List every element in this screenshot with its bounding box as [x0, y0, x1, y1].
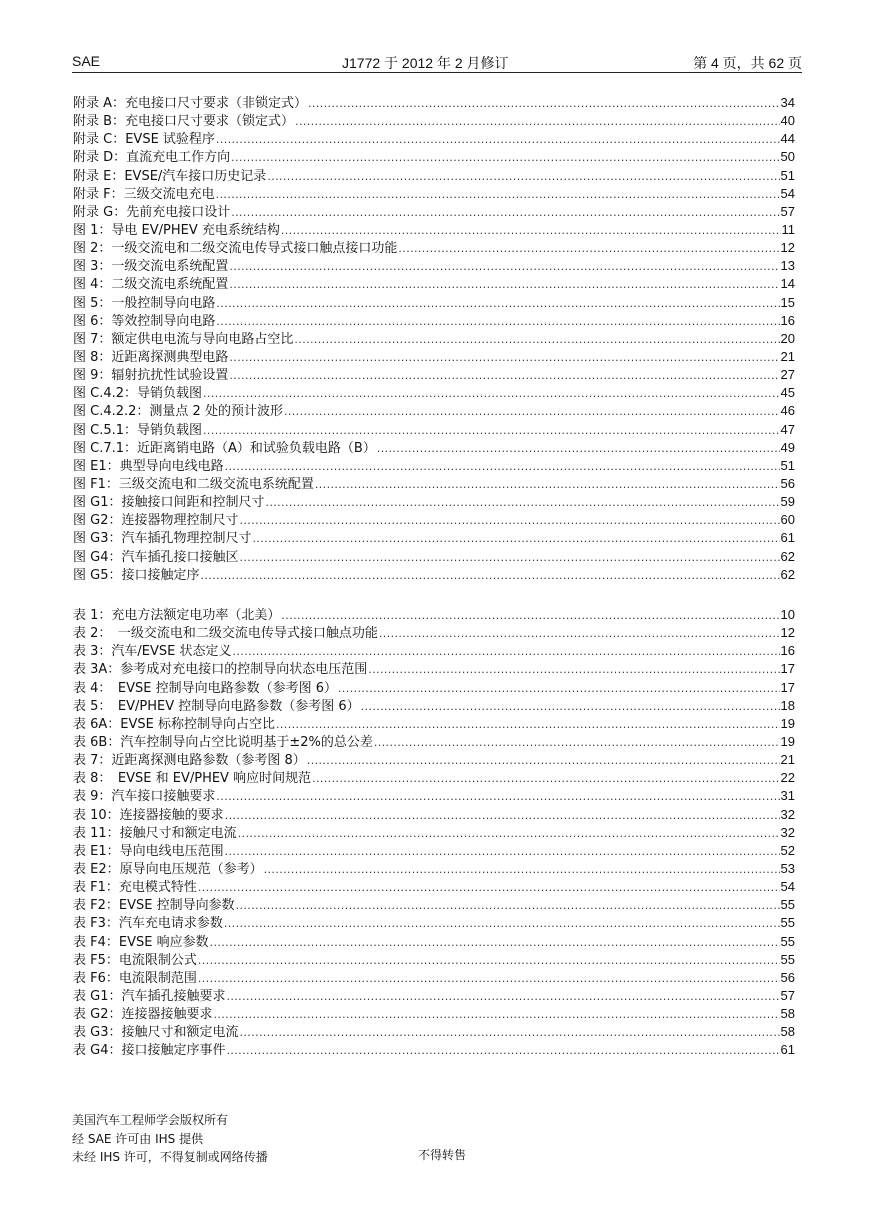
toc-entry[interactable]: [73, 402, 795, 420]
toc-entry-page: 61: [780, 530, 795, 546]
toc-dot-leader: [203, 385, 780, 402]
toc-dot-leader: [229, 258, 779, 275]
toc-entry-page: 32: [780, 824, 795, 840]
toc-dot-leader: [231, 204, 779, 221]
toc-entry[interactable]: [73, 679, 795, 697]
toc-entry-title: 图 G4：汽车插孔接口接触区: [73, 549, 239, 565]
toc-entry-page: 55: [780, 933, 795, 949]
toc-entry[interactable]: [73, 257, 795, 275]
toc-dot-leader: [294, 331, 779, 348]
page-header: [72, 53, 802, 73]
toc-entry[interactable]: [73, 130, 795, 148]
toc-dot-leader: [233, 643, 780, 660]
toc-entry-page: 11: [781, 221, 795, 237]
toc-entry-page: 55: [780, 897, 795, 913]
toc-dot-leader: [281, 607, 779, 624]
toc-dot-leader: [216, 313, 779, 330]
toc-entry-title: 表 7：近距离探测电路参数（参考图 8）: [73, 753, 306, 769]
toc-entry-page: 21: [780, 752, 795, 768]
toc-dot-leader: [368, 661, 779, 678]
toc-entry-page: 62: [780, 548, 795, 564]
toc-dot-leader: [238, 825, 780, 842]
toc-tables-section: [73, 606, 795, 1060]
toc-entry[interactable]: [73, 751, 795, 769]
toc-entry-title: 图 8：近距离探测典型电路: [73, 349, 229, 365]
toc-entry-title: 附录 D：直流充电工作方向: [73, 150, 231, 166]
copyright-footer: [72, 1111, 268, 1167]
toc-dot-leader: [224, 915, 780, 932]
toc-entry[interactable]: [73, 294, 795, 312]
toc-entry[interactable]: [73, 112, 795, 130]
toc-entry-title: 图 1：导电 EV/PHEV 充电系统结构: [73, 222, 280, 238]
toc-dot-leader: [338, 680, 780, 697]
toc-entry-title: 表 F2：EVSE 控制导向参数: [73, 898, 235, 914]
toc-entry-page: 19: [780, 733, 795, 749]
toc-entry-page: 16: [780, 312, 795, 328]
toc-entry-page: 19: [780, 715, 795, 731]
toc-dot-leader: [374, 734, 780, 751]
toc-dot-leader: [239, 549, 779, 566]
toc-entry[interactable]: [73, 878, 795, 896]
toc-dot-leader: [198, 952, 780, 969]
toc-dot-leader: [198, 879, 780, 896]
toc-entry[interactable]: [73, 987, 795, 1005]
toc-entry-title: 图 4：二级交流电系统配置: [73, 277, 229, 293]
toc-entry[interactable]: [73, 148, 795, 166]
toc-entry-title: 表 G1：汽车插孔接触要求: [73, 988, 226, 1004]
toc-entry[interactable]: [73, 439, 795, 457]
toc-entry[interactable]: [73, 312, 795, 330]
footer-not-for-resale: 不得转售: [418, 1148, 467, 1162]
toc-entry-title: 图 C.4.2：导销负载图: [73, 386, 203, 402]
toc-entry[interactable]: [73, 203, 795, 221]
toc-entry[interactable]: [73, 493, 795, 511]
toc-entry-page: 46: [780, 403, 795, 419]
toc-dot-leader: [377, 440, 780, 457]
toc-entry-title: 表 1：充电方法额定电功率（北美）: [73, 608, 281, 623]
header-rule: [72, 72, 802, 73]
toc-entry-title: 表 F1：充电模式特性: [73, 880, 197, 896]
toc-entry[interactable]: [73, 951, 795, 969]
toc-entry[interactable]: [73, 860, 795, 878]
toc-entry-page: 13: [780, 258, 795, 274]
toc-entry-page: 57: [780, 203, 795, 219]
toc-dot-leader: [398, 240, 779, 257]
toc-entry-page: 20: [780, 330, 795, 346]
toc-entry[interactable]: [73, 548, 795, 566]
toc-entry-title: 附录 F：三级交流电充电: [73, 186, 215, 202]
toc-entry[interactable]: [73, 769, 795, 787]
toc-dot-leader: [312, 770, 779, 787]
toc-entry-page: 32: [780, 806, 795, 822]
toc-tables-list: [73, 606, 795, 1060]
toc-entry-title: 附录 C：EVSE 试验程序: [73, 132, 215, 148]
toc-dot-leader: [264, 861, 780, 878]
toc-dot-leader: [252, 530, 779, 547]
toc-entry-title: 表 G2：连接器接触要求: [73, 1007, 213, 1023]
toc-dot-leader: [295, 113, 779, 130]
toc-dot-leader: [267, 168, 779, 185]
toc-entry-title: 表 4： EVSE 控制导向电路参数（参考图 6）: [73, 680, 338, 696]
toc-entry-page: 55: [780, 951, 795, 967]
toc-entry-page: 12: [780, 240, 795, 256]
toc-entry[interactable]: [73, 1005, 795, 1023]
toc-entry[interactable]: [73, 566, 795, 584]
toc-entry-title: 表 G3：接触尺寸和额定电流: [73, 1025, 239, 1041]
toc-entry-title: 图 G2：连接器物理控制尺寸: [73, 513, 239, 529]
toc-dot-leader: [225, 458, 780, 475]
toc-entry-page: 51: [780, 457, 795, 473]
toc-dot-leader: [307, 752, 780, 769]
toc-entry-page: 12: [780, 625, 795, 641]
toc-dot-leader: [216, 186, 780, 203]
toc-entry-title: 表 F6：电流限制范围: [73, 970, 197, 986]
toc-entry-title: 表 9：汽车接口接触要求: [73, 789, 216, 805]
toc-entry-page: 55: [780, 915, 795, 931]
toc-entry-page: 45: [780, 385, 795, 401]
toc-entry[interactable]: [73, 511, 795, 529]
toc-entry-page: 62: [780, 566, 795, 582]
toc-entry-page: 10: [780, 607, 795, 622]
toc-entry-page: 52: [780, 842, 795, 858]
toc-entry-title: 图 F1：三级交流电和二级交流电系统配置: [73, 476, 314, 492]
toc-entry[interactable]: [73, 348, 795, 366]
toc-dot-leader: [229, 367, 779, 384]
toc-entry-title: 表 E2：原导向电压规范（参考）: [73, 861, 263, 877]
toc-entry[interactable]: [73, 933, 795, 951]
toc-entry-title: 表 3：汽车/EVSE 状态定义: [73, 644, 232, 660]
toc-entry[interactable]: [73, 824, 795, 842]
toc-entry[interactable]: [73, 624, 795, 642]
toc-entry[interactable]: [73, 660, 795, 678]
toc-entry[interactable]: [73, 969, 795, 987]
toc-dot-leader: [200, 567, 779, 584]
toc-dot-leader: [198, 970, 780, 987]
toc-entry-title: 附录 A：充电接口尺寸要求（非锁定式）: [73, 96, 308, 111]
toc-dot-leader: [226, 988, 779, 1005]
toc-entry-title: 表 E1：导向电线电压范围: [73, 843, 224, 859]
toc-dot-leader: [315, 476, 780, 493]
toc-entry[interactable]: [73, 896, 795, 914]
footer-restriction: 未经 IHS 许可，不得复制或网络传播: [72, 1150, 268, 1164]
toc-entry-title: 图 G5：接口接触定序: [73, 567, 200, 583]
toc-entry-title: 图 7：额定供电电流与导向电路占空比: [73, 331, 294, 347]
toc-entry[interactable]: [73, 167, 795, 185]
toc-entry[interactable]: [73, 529, 795, 547]
toc-entry-title: 表 F5：电流限制公式: [73, 952, 197, 968]
toc-entry[interactable]: [73, 421, 795, 439]
toc-dot-leader: [225, 843, 780, 860]
toc-entry-page: 47: [780, 421, 795, 437]
toc-dot-leader: [203, 422, 780, 439]
toc-entry[interactable]: [73, 715, 795, 733]
toc-entry-page: 51: [780, 167, 795, 183]
toc-entry-page: 40: [780, 113, 795, 129]
toc-dot-leader: [229, 276, 779, 293]
toc-entry[interactable]: [73, 914, 795, 932]
toc-entry[interactable]: [73, 1023, 795, 1041]
toc-entry-page: 22: [780, 770, 795, 786]
toc-dot-leader: [216, 788, 779, 805]
toc-dot-leader: [379, 625, 780, 642]
toc-entry[interactable]: [73, 787, 795, 805]
toc-figures-list: [73, 94, 795, 584]
toc-entry[interactable]: [73, 330, 795, 348]
toc-dot-leader: [239, 1024, 779, 1041]
toc-dot-leader: [216, 295, 779, 312]
toc-entry-title: 附录 G：先前充电接口设计: [73, 204, 231, 220]
toc-entry[interactable]: [73, 94, 795, 112]
toc-entry-title: 图 G1：接触接口间距和控制尺寸: [73, 495, 265, 511]
toc-entry[interactable]: [73, 475, 795, 493]
footer-copyright: 美国汽车工程师学会版权所有: [72, 1113, 229, 1127]
toc-entry[interactable]: [73, 221, 795, 239]
toc-entry-page: 16: [780, 643, 795, 659]
toc-entry[interactable]: [73, 806, 795, 824]
toc-entry-title: 表 3A：参考成对充电接口的控制导向状态电压范围: [73, 662, 368, 678]
toc-entry[interactable]: [73, 275, 795, 293]
toc-entry-title: 图 2：一级交流电和二级交流电传导式接口触点接口功能: [73, 241, 398, 257]
toc-entry-page: 56: [780, 475, 795, 491]
toc-dot-leader: [265, 494, 779, 511]
toc-dot-leader: [216, 131, 780, 148]
toc-entry-title: 表 10：连接器接触的要求: [73, 807, 224, 823]
toc-entry-title: 表 11：接触尺寸和额定电流: [73, 825, 237, 841]
toc-entry-page: 58: [780, 1006, 795, 1022]
toc-entry-title: 图 5：一般控制导向电路: [73, 295, 216, 311]
toc-entry-page: 59: [780, 494, 795, 510]
toc-entry-page: 60: [780, 512, 795, 528]
toc-entry[interactable]: [73, 239, 795, 257]
toc-entry-page: 61: [780, 1042, 795, 1058]
toc-entry[interactable]: [73, 1041, 795, 1059]
toc-entry-title: 表 2： 一级交流电和二级交流电传导式接口触点功能: [73, 626, 378, 642]
toc-dot-leader: [226, 1042, 779, 1059]
toc-entry-page: 56: [780, 969, 795, 985]
toc-entry-page: 53: [780, 860, 795, 876]
toc-figures-section: [73, 94, 795, 584]
toc-entry-page: 34: [780, 95, 795, 110]
toc-entry-title: 图 6：等效控制导向电路: [73, 313, 216, 329]
toc-dot-leader: [231, 149, 779, 166]
header-page-number: 第 4 页，共 62 页: [693, 55, 802, 71]
toc-dot-leader: [229, 349, 779, 366]
toc-dot-leader: [308, 95, 780, 112]
toc-entry-page: 17: [780, 679, 795, 695]
toc-entry-page: 49: [780, 439, 795, 455]
header-document-title: J1772 于 2012 年 2 月修订: [342, 55, 509, 71]
toc-entry-title: 附录 B：充电接口尺寸要求（锁定式）: [73, 114, 295, 130]
toc-dot-leader: [210, 934, 780, 951]
toc-entry-page: 54: [780, 185, 795, 201]
toc-entry-title: 图 3：一级交流电系统配置: [73, 259, 229, 275]
toc-entry-title: 图 E1：典型导向电线电路: [73, 458, 224, 474]
toc-entry-title: 图 C.7.1：近距离销电路（A）和试验负载电路（B）: [73, 440, 376, 456]
toc-dot-leader: [361, 698, 780, 715]
toc-entry-page: 54: [780, 879, 795, 895]
toc-dot-leader: [239, 512, 779, 529]
toc-entry-title: 图 C.4.2.2：测量点 2 处的预计波形: [73, 404, 283, 420]
header-publisher: SAE: [72, 53, 101, 69]
toc-entry-page: 21: [780, 348, 795, 364]
toc-dot-leader: [213, 1006, 779, 1023]
toc-entry[interactable]: [73, 697, 795, 715]
toc-entry[interactable]: [73, 457, 795, 475]
toc-entry-page: 14: [780, 276, 795, 292]
footer-license: 经 SAE 许可由 IHS 提供: [72, 1131, 204, 1146]
toc-entry-page: 27: [780, 367, 795, 383]
toc-entry-title: 图 9：辐射抗扰性试验设置: [73, 368, 229, 384]
toc-dot-leader: [284, 403, 780, 420]
toc-entry[interactable]: [73, 384, 795, 402]
toc-entry-title: 表 5： EV/PHEV 控制导向电路参数（参考图 6）: [73, 698, 360, 714]
toc-entry[interactable]: [73, 606, 795, 624]
toc-entry[interactable]: [73, 185, 795, 203]
toc-entry-title: 图 C.5.1：导销负载图: [73, 422, 203, 438]
toc-entry-title: 图 G3：汽车插孔物理控制尺寸: [73, 531, 252, 547]
toc-entry-title: 表 F3：汽车充电请求参数: [73, 916, 223, 932]
toc-entry-page: 15: [780, 294, 795, 310]
toc-entry-title: 表 F4：EVSE 响应参数: [73, 934, 209, 950]
toc-dot-leader: [281, 222, 781, 239]
toc-entry-title: 表 8： EVSE 和 EV/PHEV 响应时间规范: [73, 771, 312, 787]
toc-entry-page: 58: [780, 1024, 795, 1040]
toc-entry-title: 表 6B：汽车控制导向占空比说明基于±2%的总公差: [73, 734, 373, 750]
toc-entry[interactable]: [73, 366, 795, 384]
toc-entry-title: 表 6A：EVSE 标称控制导向占空比: [73, 716, 276, 732]
toc-entry-page: 44: [780, 131, 795, 147]
toc-entry-page: 17: [780, 661, 795, 677]
toc-entry-title: 附录 E：EVSE/汽车接口历史记录: [73, 168, 267, 184]
toc-dot-leader: [236, 897, 780, 914]
toc-dot-leader: [276, 716, 780, 733]
toc-entry[interactable]: [73, 642, 795, 660]
toc-entry-page: 57: [780, 987, 795, 1003]
toc-entry-page: 31: [780, 788, 795, 804]
toc-entry-title: 表 G4：接口接触定序事件: [73, 1043, 226, 1059]
toc-entry-page: 50: [780, 149, 795, 165]
toc-dot-leader: [225, 807, 780, 824]
toc-entry[interactable]: [73, 842, 795, 860]
toc-entry[interactable]: [73, 733, 795, 751]
toc-entry-page: 18: [780, 697, 795, 713]
